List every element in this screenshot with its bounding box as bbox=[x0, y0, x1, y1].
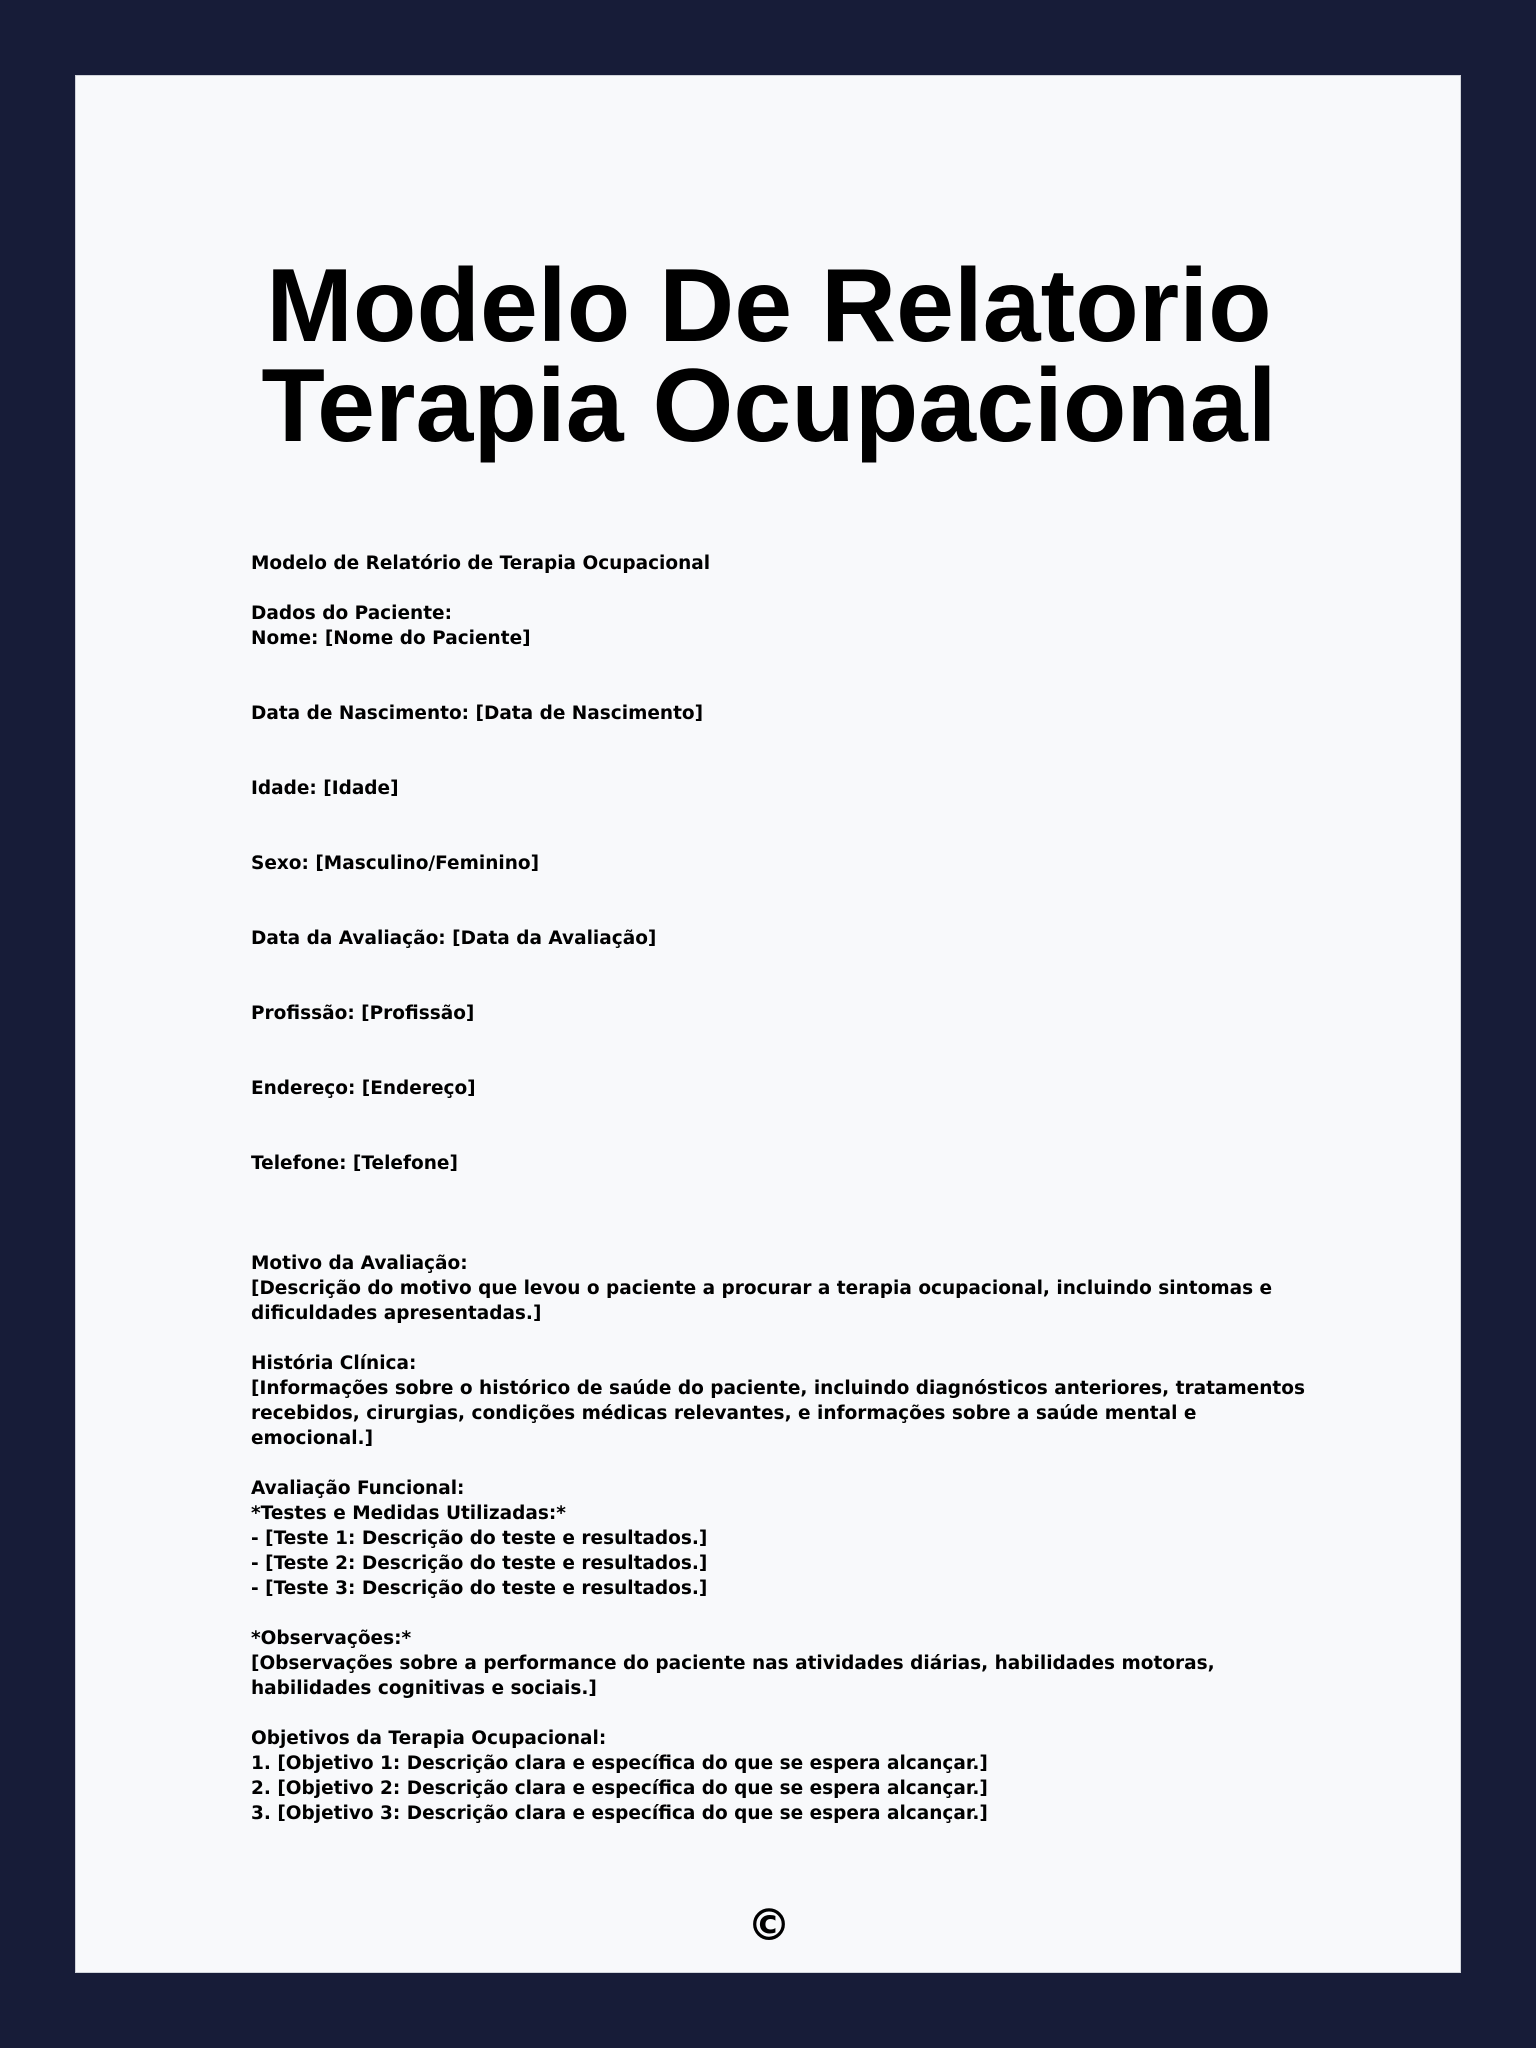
patient-section-label: Dados do Paciente: bbox=[251, 603, 452, 624]
document-title: Modelo De Relatorio Terapia Ocupacional bbox=[261, 248, 1277, 464]
patient-field-birthdate: Data de Nascimento: [Data de Nascimento] bbox=[251, 703, 704, 724]
patient-field-name: Nome: [Nome do Paciente] bbox=[251, 628, 531, 649]
objective-item: 2. [Objetivo 2: Descrição clara e específica do que se espera alcançar.] bbox=[251, 1778, 988, 1799]
document-page bbox=[75, 75, 1461, 1973]
history-label: História Clínica: bbox=[251, 1353, 417, 1374]
test-item: - [Teste 2: Descrição do teste e resultados.] bbox=[251, 1553, 708, 1574]
document-body bbox=[251, 551, 1311, 1826]
objectives-label: Objetivos da Terapia Ocupacional: bbox=[251, 1728, 607, 1749]
functional-label: Avaliação Funcional: bbox=[251, 1478, 465, 1499]
patient-field-age: Idade: [Idade] bbox=[251, 778, 399, 799]
report-heading: Modelo de Relatório de Terapia Ocupacional bbox=[251, 553, 711, 574]
reason-label: Motivo da Avaliação: bbox=[251, 1253, 468, 1274]
observations-text: [Observações sobre a performance do paciente nas atividades diárias, habilidades motoras, habilidades cognitivas e sociais.] bbox=[251, 1653, 1215, 1699]
patient-field-profession: Profissão: [Profissão] bbox=[251, 1003, 475, 1024]
objective-item: 1. [Objetivo 1: Descrição clara e específica do que se espera alcançar.] bbox=[251, 1753, 988, 1774]
patient-field-sex: Sexo: [Masculino/Feminino] bbox=[251, 853, 540, 874]
history-text: [Informações sobre o histórico de saúde do paciente, incluindo diagnósticos anteriores, tratamentos recebidos, cirurgias, condições médicas relevantes, e informações sobre a saúde mental e emocional.] bbox=[251, 1378, 1305, 1449]
tests-label: *Testes e Medidas Utilizadas:* bbox=[251, 1503, 566, 1524]
reason-text: [Descrição do motivo que levou o paciente a procurar a terapia ocupacional, incluindo sintomas e dificuldades apresentadas.] bbox=[251, 1278, 1273, 1324]
patient-field-phone: Telefone: [Telefone] bbox=[251, 1153, 458, 1174]
objective-item: 3. [Objetivo 3: Descrição clara e específica do que se espera alcançar.] bbox=[251, 1803, 988, 1824]
copyright-icon: © bbox=[747, 1900, 791, 1951]
patient-field-evaluation-date: Data da Avaliação: [Data da Avaliação] bbox=[251, 928, 657, 949]
test-item: - [Teste 3: Descrição do teste e resultados.] bbox=[251, 1578, 708, 1599]
test-item: - [Teste 1: Descrição do teste e resultados.] bbox=[251, 1528, 708, 1549]
observations-label: *Observações:* bbox=[251, 1628, 412, 1649]
patient-field-address: Endereço: [Endereço] bbox=[251, 1078, 476, 1099]
